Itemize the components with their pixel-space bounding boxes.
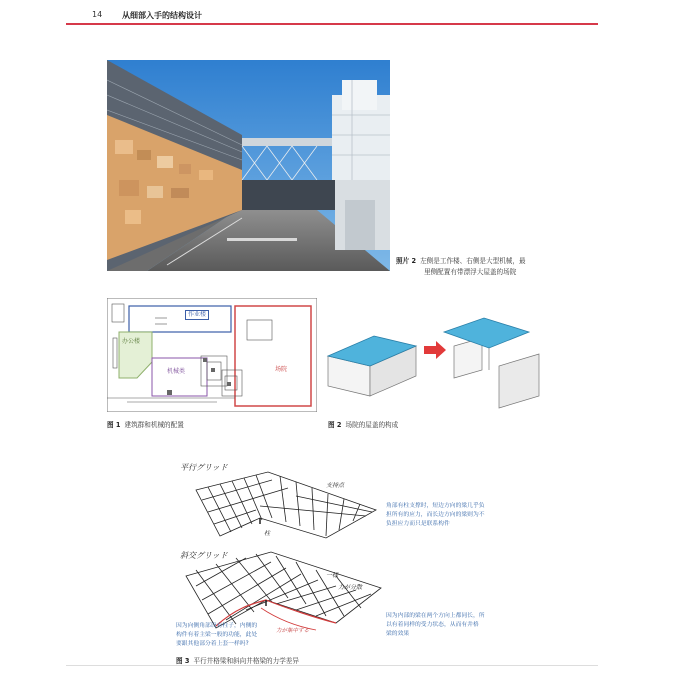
label-office: 办公楼 xyxy=(122,338,141,345)
figure-1-caption xyxy=(107,420,184,431)
note-tr-line1: 角部有柱支撑时，短边方向的梁几乎负 xyxy=(386,503,485,509)
photo-2-image xyxy=(107,60,390,271)
label-yard: 场院 xyxy=(275,366,288,373)
note-br-line3: 梁的效果 xyxy=(386,631,410,637)
photo-2-label: 照片 2 xyxy=(396,257,417,265)
label-machine: 机械类 xyxy=(167,368,186,375)
sketch-label-force-flow: 力が分散 xyxy=(338,584,363,591)
note-br-line1: 因为内部的梁在两个方向上都同长，所 xyxy=(386,613,485,619)
figure-1-label: 图 1 xyxy=(107,421,121,429)
figure-2-label: 图 2 xyxy=(328,421,342,429)
figure-2-caption-text: 场院的屋盖的构成 xyxy=(345,421,399,429)
figure-2-diagram xyxy=(324,308,569,418)
figure-3-note-bottom-right xyxy=(386,612,496,639)
footer-rule xyxy=(66,665,598,666)
sketch-label-one-direction: 一様 xyxy=(326,572,339,579)
note-tr-line2: 担所有的应力，而长边方向的梁则为不 xyxy=(386,512,485,518)
note-l-line1: 因为向侧角部设有柱子，内侧的 xyxy=(176,623,258,629)
figure-1-caption-text: 建筑群和机械的配置 xyxy=(124,421,184,429)
sketch-red-note: 力が集中する xyxy=(276,628,310,634)
arrow-right-icon xyxy=(424,341,446,359)
photo-2-caption xyxy=(396,256,576,278)
note-tr-line3: 负担应力而只是联系构件 xyxy=(386,521,450,527)
figure-1-plan xyxy=(107,298,317,412)
sketch-label-diagonal: 斜交グリッド xyxy=(180,551,228,560)
figure-3-note-top-right xyxy=(386,502,496,529)
note-l-line2: 构件有着主梁一般的功能，此处 xyxy=(176,632,258,638)
figure-3-label: 图 3 xyxy=(176,657,190,665)
page-number: 14 xyxy=(92,10,103,19)
photo-2-caption-line2: 里侧配置有带漂浮大屋盖的场院 xyxy=(424,268,517,276)
figure-3-note-left xyxy=(176,622,286,649)
photo-2-caption-line1: 左侧是工作楼、右侧是大型机械，最 xyxy=(420,257,526,265)
figure-2-caption xyxy=(328,420,398,431)
running-title: 从细部入手的结构设计 xyxy=(122,11,202,20)
photo-2 xyxy=(107,60,390,271)
sketch-label-column: 柱 xyxy=(264,530,271,537)
sketch-label-support: 支持点 xyxy=(326,482,345,489)
sketch-label-parallel: 平行グリッド xyxy=(180,463,228,472)
note-br-line2: 以有着同样的受力状态，从而有井格 xyxy=(386,622,479,628)
header-rule xyxy=(66,23,598,25)
label-workshop: 作业楼 xyxy=(185,310,209,320)
note-l-line3: 要跟其他部分着上套一样吗? xyxy=(176,641,249,647)
figure-3-caption-text: 平行井格梁和斜向井格梁的力学差异 xyxy=(193,657,299,665)
